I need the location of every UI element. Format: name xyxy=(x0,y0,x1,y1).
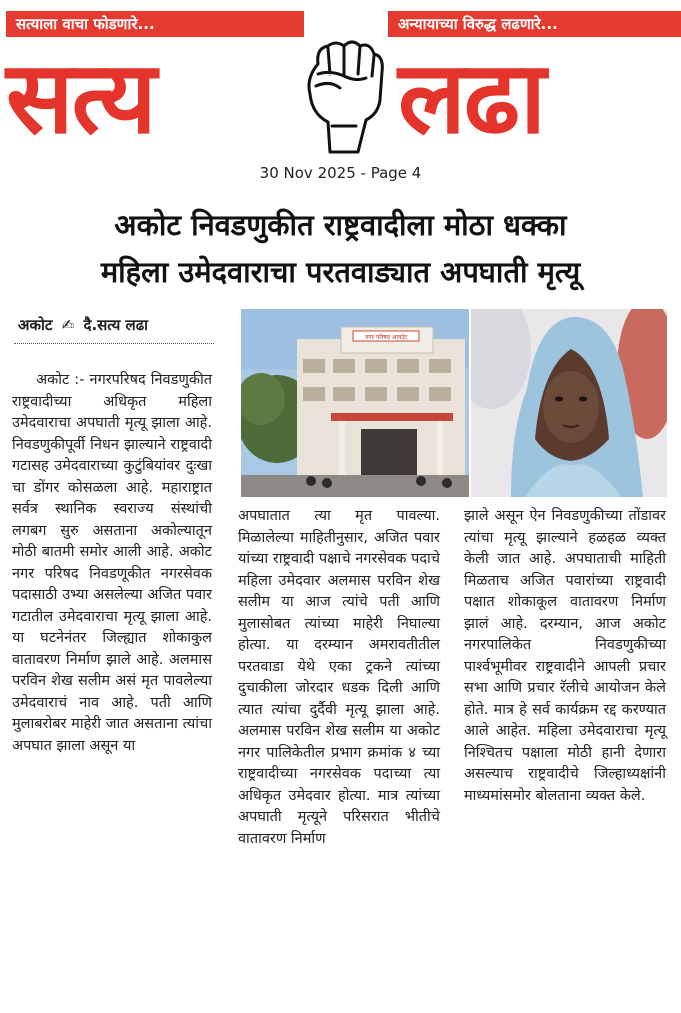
byline xyxy=(18,315,148,335)
article-column-1-text: अकोट :- नगरपरिषद निवडणुकीत राष्ट्रवादीच्या अधिकृत महिला उमेदवाराचा अपघाती मृत्यू झाला आहे. निवडणुकीपूर्वी निधन झाल्याने राष्ट्रवादी गटासह उमेदवाराच्या कुटुंबियांवर दुःखा चा डोंगर कोसळला आहे. महाराष्ट्रात सर्वत्र स्थानिक स्वराज्य संस्थांची लगबग सुरु असताना अकोल्यातून मोठी बातमी समोर आली आहे. अकोट नगर परिषद निवडणूकीत नगरसेवक पदासाठी उभ्या असलेल्या अजित पवार गटातील उमेदवाराचा मृत्यू झाला आहे. या घटनेनंतर जिल्ह्यात शोकाकुल वातावरण निर्माण झाले आहे. अलमास परविन शेख सलीम असं मृत पावलेल्या उमेदवाराचं नाव आहे. पती आणि मुलाबरोबर माहेरी जात असताना त्यांचा अपघात झाला असून या xyxy=(12,372,212,754)
article-column-1 xyxy=(12,370,212,757)
raised-fist-icon xyxy=(296,30,392,158)
headline-line-1: अकोट निवडणुकीत राष्ट्रवादीला मोठा धक्का xyxy=(114,208,567,242)
tagline-right: अन्यायाच्या विरुद्ध लढणारे... xyxy=(388,11,681,37)
headline-line-2: महिला उमेदवाराचा परतवाड्यात अपघाती मृत्यू xyxy=(100,255,581,289)
byline-divider xyxy=(14,343,214,344)
municipal-building-photo xyxy=(241,309,469,497)
byline-place: अकोट xyxy=(18,316,53,334)
edition-date: 30 Nov 2025 - Page 4 xyxy=(259,164,422,182)
brand-word-left: सत्य xyxy=(6,39,155,156)
article-column-2-text: अपघातात त्या मृत पावल्या. मिळालेल्या माहितीनुसार, अजित पवार यांच्या राष्ट्रवादी पक्षाचे नगरसेवक पदाचे महिला उमेदवार अलमास परविन शेख सलीम या आज त्यांचे पती आणि मुलासोबत त्यांच्या माहेरी निघाल्या होत्या. या दरम्यान अमरावतीतील परतवाडा येथे एका ट्रकने त्यांच्या दुचाकीला जोरदार धडक दिली आणि त्यात त्यांचा दुर्दैवी मृत्यू झाला आहे. अलमास परविन शेख सलीम या अकोट नगर पालिकेतील प्रभाग क्रमांक ४ च्या राष्ट्रवादीच्या नगरसेवक पदाच्या त्या अधिकृत उमेदवार होत्या. मात्र त्यांच्या अपघाती मृत्यूने परिसरात भीतीचे वातावरण निर्माण xyxy=(238,508,440,847)
byline-source: दै.सत्य लढा xyxy=(83,316,149,334)
article-column-2 xyxy=(238,506,440,850)
building-sign: नगर परिषद आकोट xyxy=(364,334,408,341)
brand-word-right: लढा xyxy=(398,39,544,156)
article-column-3-text: झाले असून ऐन निवडणुकीच्या तोंडावर त्यांचा मृत्यू झाल्याने हळहळ व्यक्त केली जात आहे. अपघाताची माहिती मिळताच अजित पवारांच्या राष्ट्रवादी पक्षात शोकाकूल वातावरण निर्माण झालं आहे. दरम्यान, आज अकोट नगरपालिकेत निवडणुकीच्या पार्श्वभूमीवर राष्ट्रवादीने आपली प्रचार सभा आणि प्रचार रॅलीचे आयोजन केले होते. मात्र हे सर्व कार्यक्रम रद्द करण्यात आले आहेत. महिला उमेदवाराचा मृत्यू निश्चितच पक्षाला मोठी हानी देणारा असल्याच राष्ट्रवादीचे जिल्हाध्यक्षांनी माध्यमांसमोर बोलताना व्यक्त केले. xyxy=(464,508,666,804)
candidate-portrait-photo xyxy=(471,309,667,497)
pen-icon: ✍ xyxy=(61,316,75,334)
article-column-3 xyxy=(464,506,666,807)
tagline-left: सत्याला वाचा फोडणारे... xyxy=(6,11,304,37)
